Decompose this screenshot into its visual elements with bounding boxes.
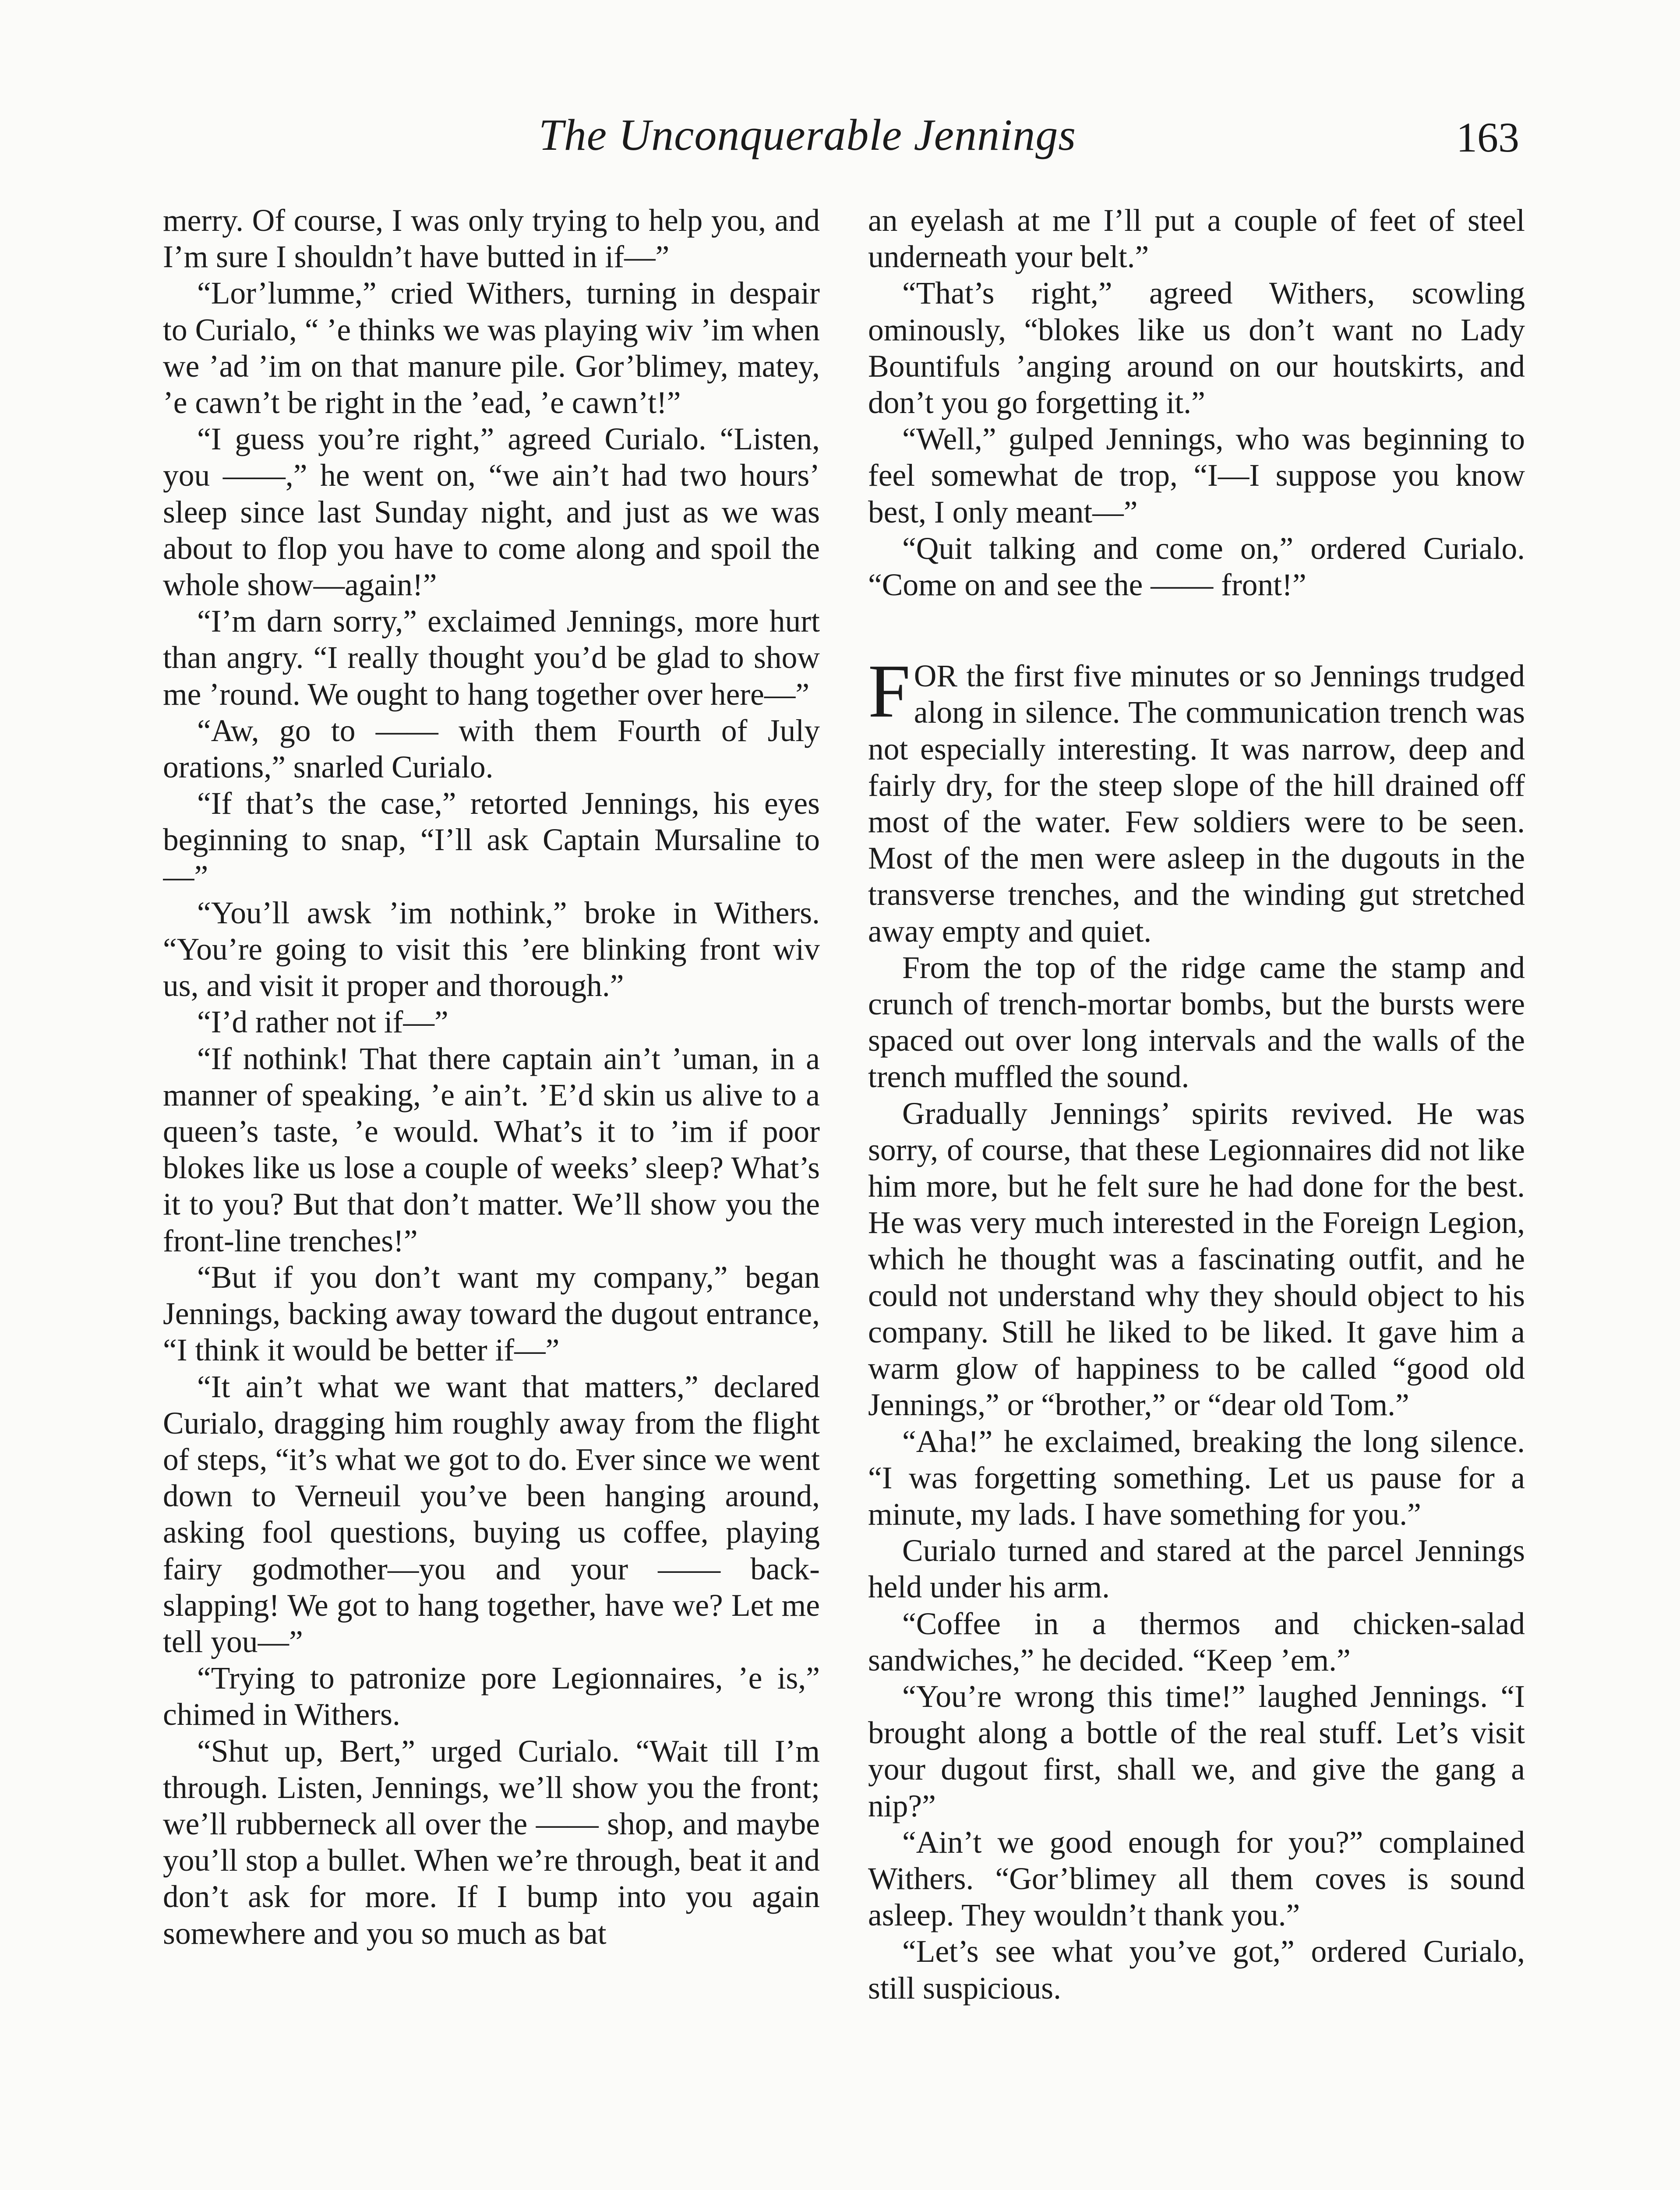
paragraph: “I’d rather not if—” xyxy=(197,1005,448,1040)
paragraph: “Quit talking and come on,” ordered Curialo. “Come on and see the —— front!” xyxy=(868,531,1525,603)
page-number: 163 xyxy=(1456,114,1519,161)
paragraph: From the top of the ridge came the stamp and crunch of trench-mortar bombs, but the bursts were spaced out over long intervals and the walls of the trench muffled the sound. xyxy=(868,950,1525,1095)
paragraph: “Aha!” he exclaimed, breaking the long silence. “I was forgetting something. Let us pause for a minute, my lads. I have something for you.” xyxy=(868,1424,1525,1532)
paragraph: “You’ll awsk ’im nothink,” broke in Withers. “You’re going to visit this ’ere blinking front wiv us, and visit it proper and thorough.” xyxy=(163,895,820,1003)
paragraph: “Ain’t we good enough for you?” complained Withers. “Gor’blimey all them coves is sound asleep. They wouldn’t thank you.” xyxy=(868,1825,1525,1933)
paragraph: “Coffee in a thermos and chicken-salad sandwiches,” he decided. “Keep ’em.” xyxy=(868,1606,1525,1678)
paragraph: “If that’s the case,” retorted Jennings, his eyes beginning to snap, “I’ll ask Captain Mursaline to—” xyxy=(163,786,820,894)
paragraph: “But if you don’t want my company,” began Jennings, backing away toward the dugout entrance, “I think it would be better if—” xyxy=(163,1260,820,1368)
paragraph: “Trying to patronize pore Legionnaires, ’e is,” chimed in Withers. xyxy=(163,1661,820,1732)
section-opening-text: OR the first five minutes or so Jennings trudged along in silence. The communication trench was not especially interesting. It was narrow, deep and fairly dry, for the steep slope of the hill drained off most of the water. Few soldiers were to be seen. Most of the men were asleep in the dugouts in the transverse trenches, and the winding gut stretched away empty and quiet. xyxy=(868,659,1525,949)
paragraph: “I guess you’re right,” agreed Curialo. “Listen, you ——,” he went on, “we ain’t had two hours’ sleep since last Sunday night, and just as we was about to flop you have to come along and spoil the whole show—again!” xyxy=(163,422,820,603)
paragraph: “That’s right,” agreed Withers, scowling ominously, “blokes like us don’t want no Lady Bountifuls ’anging around on our houtskirts, and don’t you go forgetting it.” xyxy=(868,276,1525,420)
paragraph: “If nothink! That there captain ain’t ’uman, in a manner of speaking, ’e ain’t. ’E’d skin us alive to a queen’s taste, ’e would. What’s it to ’im if poor blokes like us lose a couple of weeks’ sleep? What’s it to you? But that don’t matter. We’ll show you the front-line trenches!” xyxy=(163,1041,820,1258)
running-header xyxy=(0,101,1680,175)
paragraph: “Lor’lumme,” cried Withers, turning in despair to Curialo, “ ’e thinks we was playing wiv ’im when we ’ad ’im on that manure pile. Gor’blimey, matey, ’e cawn’t be right in the ’ead, ’e cawn’t!” xyxy=(163,276,820,420)
paragraph: Gradually Jennings’ spirits revived. He was sorry, of course, that these Legionnaires did not like him more, but he felt sure he had done for the best. He was very much interested in the Foreign Legion, which he thought was a fascinating outfit, and he could not understand why they should object to his company. Still he liked to be liked. It gave him a warm glow of happiness to be called “good old Jennings,” or “brother,” or “dear old Tom.” xyxy=(868,1096,1525,1423)
paragraph: “Let’s see what you’ve got,” ordered Curialo, still suspicious. xyxy=(868,1934,1525,2006)
section-opening-paragraph xyxy=(868,649,1525,950)
paragraph: Curialo turned and stared at the parcel Jennings held under his arm. xyxy=(868,1533,1525,1605)
paragraph: “I’m darn sorry,” exclaimed Jennings, more hurt than angry. “I really thought you’d be glad to show me ’round. We ought to hang together over here—” xyxy=(163,604,820,712)
paragraph: “Aw, go to —— with them Fourth of July orations,” snarled Curialo. xyxy=(163,713,820,785)
running-title: The Unconquerable Jennings xyxy=(539,110,1076,160)
paragraph: “You’re wrong this time!” laughed Jennings. “I brought along a bottle of the real stuff. Let’s visit your dugout first, shall we, and give the gang a nip?” xyxy=(868,1679,1525,1823)
paragraph: merry. Of course, I was only trying to help you, and I’m sure I shouldn’t have butted in if—” xyxy=(163,203,820,275)
paragraph: “Well,” gulped Jennings, who was beginning to feel somewhat de trop, “I—I suppose you know best, I only meant—” xyxy=(868,422,1525,530)
paragraph: “Shut up, Bert,” urged Curialo. “Wait till I’m through. Listen, Jennings, we’ll show you the front; we’ll rubberneck all over the —— shop, and maybe you’ll stop a bullet. When we’re through, beat it and don’t ask for more. If I bump into you again somewhere and you so much as bat xyxy=(163,1734,820,1951)
paragraph: an eyelash at me I’ll put a couple of feet of steel underneath your belt.” xyxy=(868,203,1525,275)
drop-cap: F xyxy=(868,649,911,734)
left-column xyxy=(163,202,820,2190)
right-column xyxy=(868,202,1525,2190)
paragraph: “It ain’t what we want that matters,” declared Curialo, dragging him roughly away from the flight of steps, “it’s what we got to do. Ever since we went down to Verneuil you’ve been hanging around, asking fool questions, buying us coffee, playing fairy godmother—you and your —— back-slapping! We got to hang together, have we? Let me tell you—” xyxy=(163,1369,820,1659)
